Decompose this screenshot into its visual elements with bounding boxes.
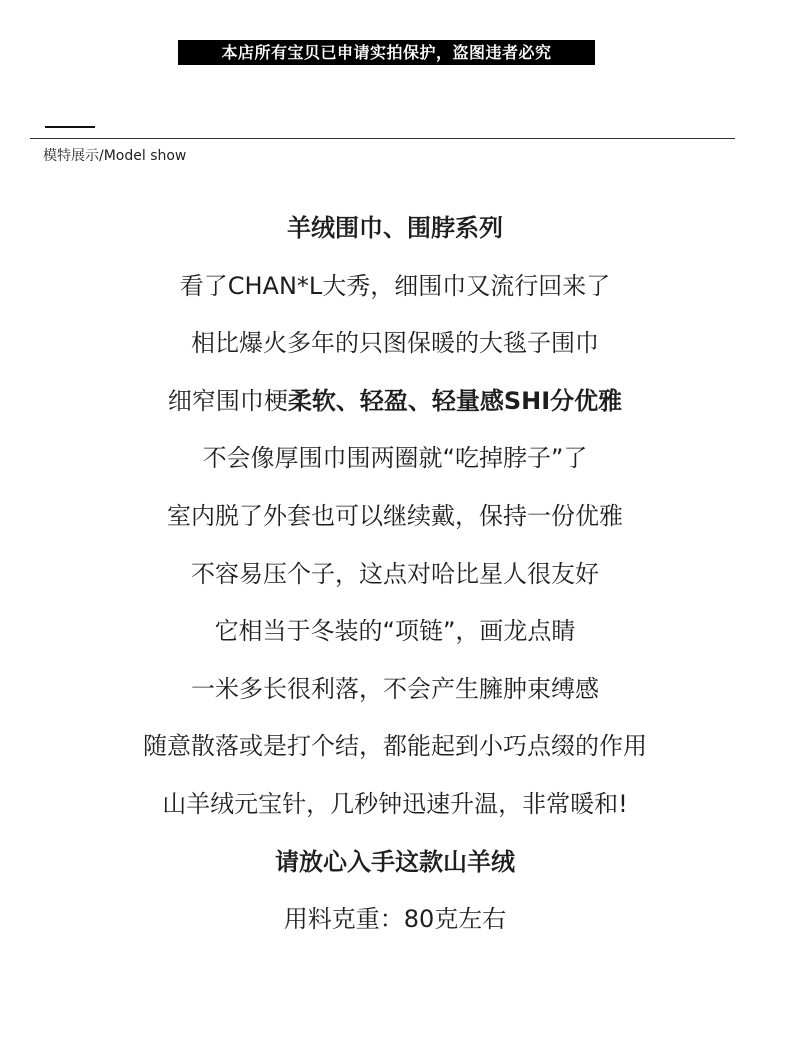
description-line-highlight	[0, 379, 790, 437]
section-heading-model-show: 模特展示/Model show	[43, 148, 187, 164]
fabric-weight-line: 用料克重：80克左右	[283, 905, 507, 934]
section-divider	[30, 138, 735, 139]
description-callout: 请放心入手这款山羊绒	[275, 847, 515, 876]
section-accent-bar	[45, 126, 95, 128]
description-line: 看了CHAN*L大秀，细围巾又流行回来了	[179, 271, 611, 300]
description-line: 山羊绒元宝针，几秒钟迅速升温，非常暖和!	[162, 789, 628, 818]
description-line: 室内脱了外套也可以继续戴，保持一份优雅	[167, 501, 623, 530]
description-line-plain-part: 细窄围巾梗	[167, 386, 288, 415]
description-line-bold-part: 柔软、轻盈、轻量感SHI分优雅	[287, 386, 623, 415]
description-line: 它相当于冬装的“项链”，画龙点睛	[214, 617, 576, 646]
description-line: 不容易压个子，这点对哈比星人很友好	[191, 559, 599, 588]
description-title: 羊绒围巾、围脖系列	[287, 214, 503, 242]
description-line: 不会像厚围巾围两圈就“吃掉脖子”了	[202, 444, 588, 473]
description-line: 随意散落或是打个结，都能起到小巧点缀的作用	[143, 732, 647, 761]
description-line: 相比爆火多年的只图保暖的大毯子围巾	[191, 329, 599, 358]
copyright-notice-banner: 本店所有宝贝已申请实拍保护，盗图违者必究	[178, 40, 595, 65]
product-description	[0, 206, 790, 955]
description-line: 一米多长很利落，不会产生臃肿束缚感	[191, 674, 599, 703]
